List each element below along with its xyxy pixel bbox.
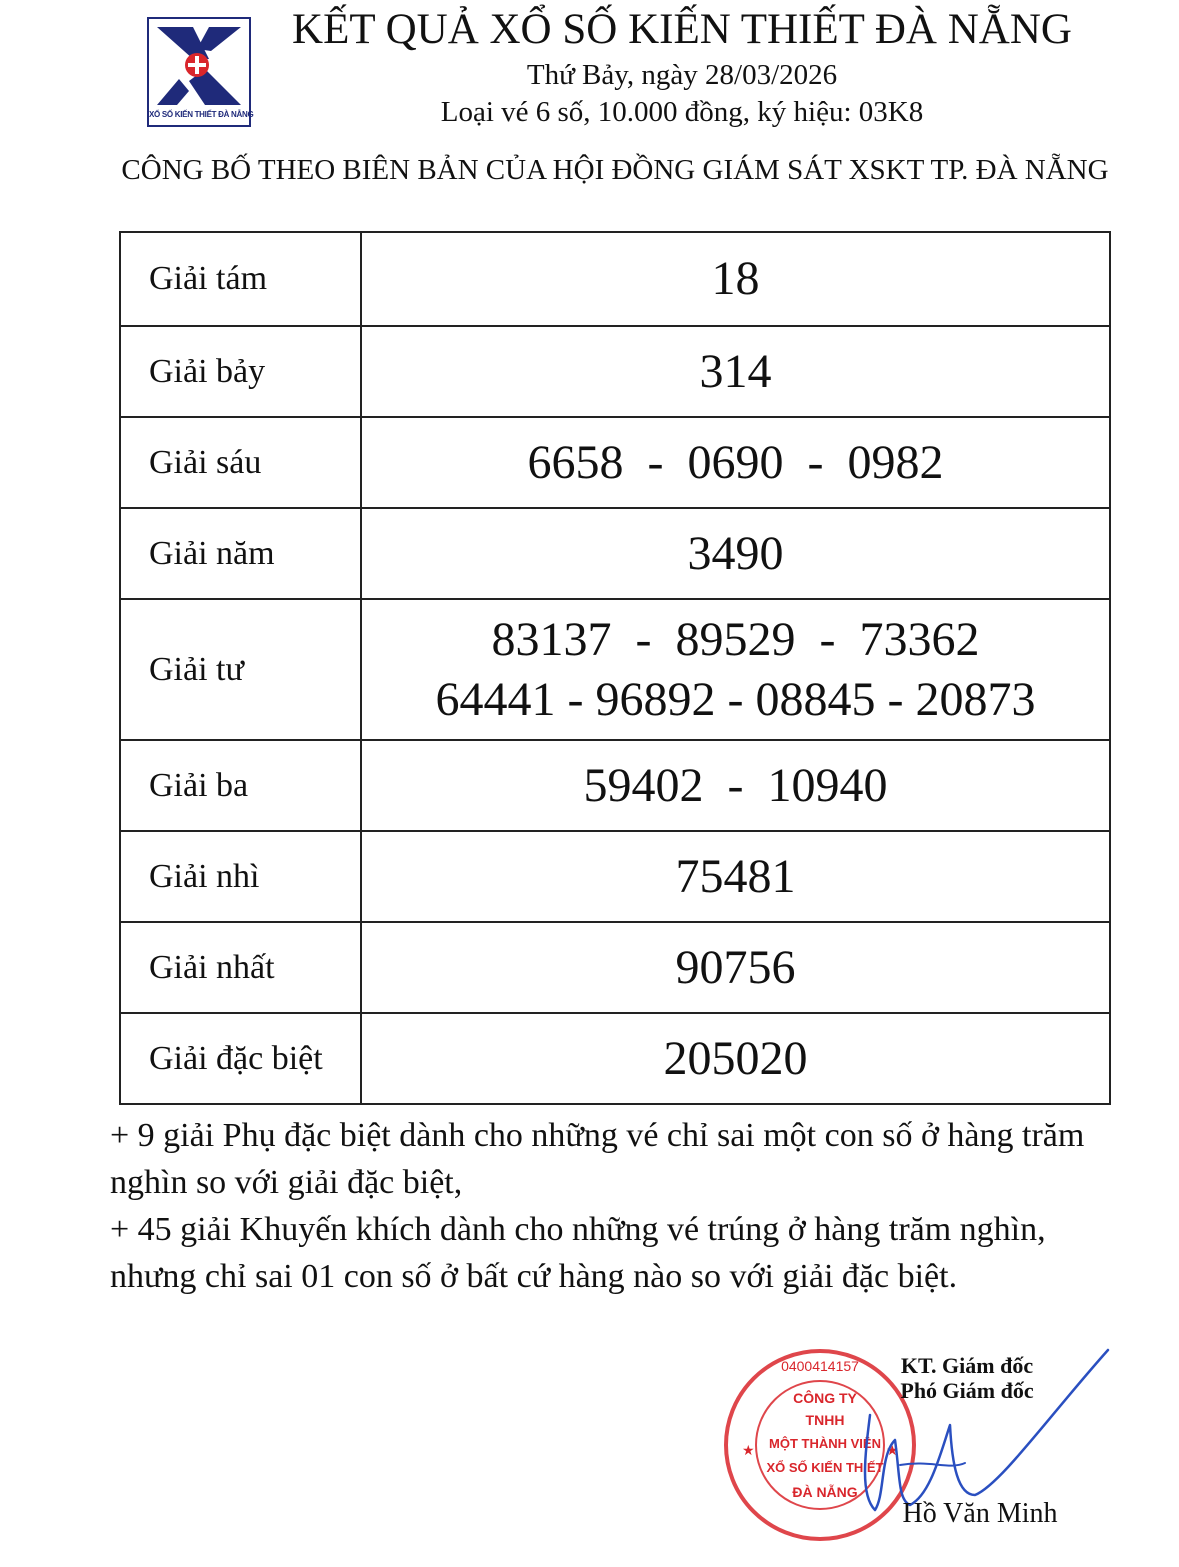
note-encouragement: + 45 giải Khuyến khích dành cho những vé trúng ở hàng trăm nghìn, nhưng chỉ sai 01 con số ở bất cứ hàng nào so với giải đặc biệt.	[110, 1211, 1046, 1295]
prize-value: 314	[361, 326, 1110, 417]
prize-value: 83137 - 89529 - 73362 64441 - 96892 - 08845 - 20873	[361, 599, 1110, 740]
svg-text:★: ★	[742, 1442, 755, 1458]
company-logo	[147, 17, 254, 127]
table-row	[120, 740, 1110, 831]
prize-label: Giải ba	[120, 740, 361, 831]
seal-line: CÔNG TY	[793, 1390, 857, 1406]
results-table	[119, 231, 1111, 1105]
seal-line: MỘT THÀNH VIÊN	[769, 1436, 881, 1451]
prize-value: 90756	[361, 922, 1110, 1013]
prize-value: 59402 - 10940	[361, 740, 1110, 831]
announcement: CÔNG BỐ THEO BIÊN BẢN CỦA HỘI ĐỒNG GIÁM SÁT XSKT TP. ĐÀ NẴNG	[121, 154, 1109, 186]
table-row	[120, 1013, 1110, 1104]
prize-value: 75481	[361, 831, 1110, 922]
prize-label: Giải năm	[120, 508, 361, 599]
table-row	[120, 508, 1110, 599]
page-title: KẾT QUẢ XỔ SỐ KIẾN THIẾT ĐÀ NẴNG	[292, 6, 1072, 53]
table-row	[120, 831, 1110, 922]
prize-label: Giải nhất	[120, 922, 361, 1013]
table-row	[120, 232, 1110, 326]
table-row	[120, 599, 1110, 740]
prize-label: Giải bảy	[120, 326, 361, 417]
prize-value: 6658 - 0690 - 0982	[361, 417, 1110, 508]
seal-line: XỔ SỐ KIẾN THIẾT	[766, 1460, 884, 1475]
seal-code: 0400414157	[781, 1358, 859, 1374]
table-row	[120, 922, 1110, 1013]
seal-line: ĐÀ NẴNG	[792, 1484, 858, 1500]
prize-value: 18	[361, 232, 1110, 326]
special-prize-value: 205020	[361, 1013, 1110, 1104]
logo-caption: XỔ SỐ KIẾN THIẾT ĐÀ NẴNG	[149, 110, 254, 119]
prize-label: Giải tám	[120, 232, 361, 326]
prize-label: Giải nhì	[120, 831, 361, 922]
prize-notes	[110, 1112, 1120, 1300]
signer-role: KT. Giám đốc	[900, 1353, 1034, 1378]
signer-name: Hồ Văn Minh	[902, 1498, 1058, 1529]
seal-line: TNHH	[805, 1412, 845, 1428]
prize-label: Giải tư	[120, 599, 361, 740]
signer-title: Phó Giám đốc	[900, 1378, 1034, 1403]
table-row	[120, 417, 1110, 508]
ticket-info: Loại vé 6 số, 10.000 đồng, ký hiệu: 03K8	[440, 96, 924, 128]
prize-label: Giải đặc biệt	[120, 1013, 361, 1104]
svg-text:★: ★	[886, 1442, 899, 1458]
prize-value: 3490	[361, 508, 1110, 599]
table-row	[120, 326, 1110, 417]
note-consolation-special: + 9 giải Phụ đặc biệt dành cho những vé chỉ sai một con số ở hàng trăm nghìn so với giải đặc biệt,	[110, 1117, 1085, 1201]
draw-date: Thứ Bảy, ngày 28/03/2026	[526, 59, 838, 91]
prize-label: Giải sáu	[120, 417, 361, 508]
